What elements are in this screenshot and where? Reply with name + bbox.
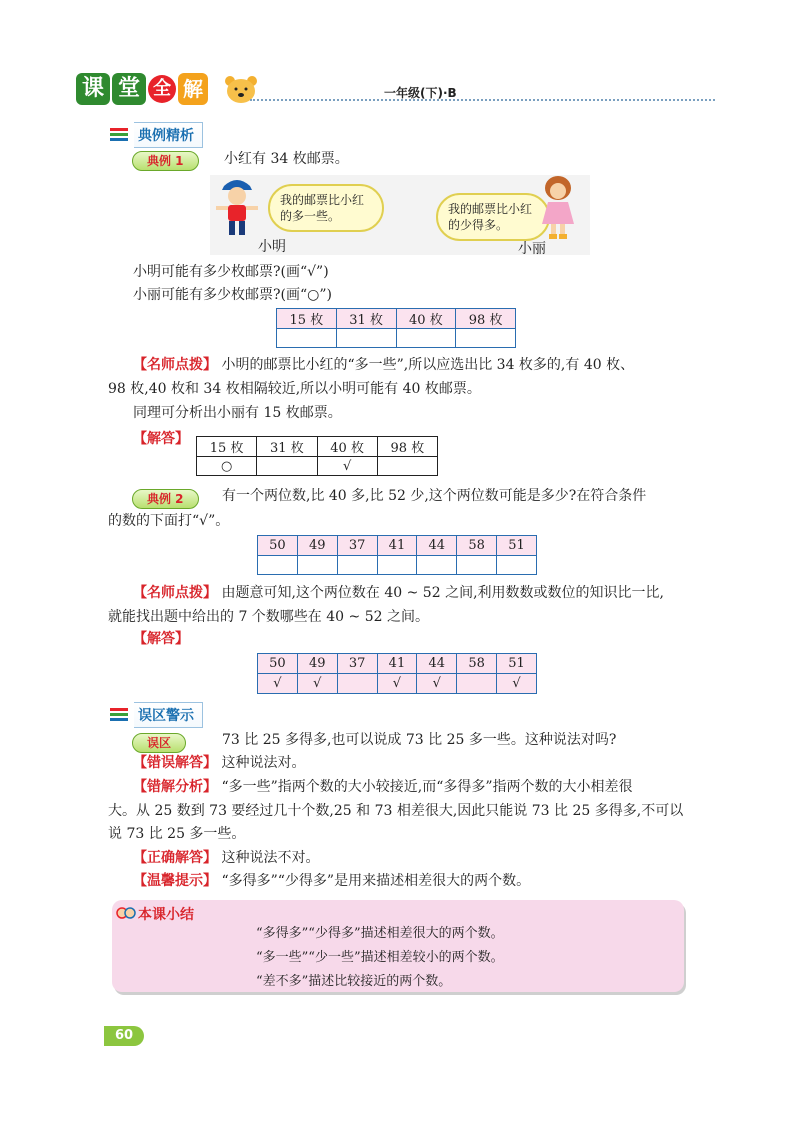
summary-line: “多得多”“少得多”描述相差很大的两个数。 <box>256 926 504 941</box>
option-cell: 98 枚 <box>377 437 437 457</box>
number-cell: 58 <box>457 654 497 674</box>
section-bars-icon <box>110 128 128 142</box>
page-number: 60 <box>104 1026 144 1046</box>
section-examples-header <box>110 122 203 148</box>
logo-char-4: 解 <box>178 73 208 105</box>
answer-cell: √ <box>258 674 298 694</box>
analysis-text: “多一些”指两个数的大小较接近,而“多得多”指两个数的大小相差很 <box>221 779 633 795</box>
number-cell: 58 <box>457 536 497 556</box>
number-cell: 50 <box>258 654 298 674</box>
mark-cell <box>297 556 337 575</box>
hint-text: “多得多”“少得多”是用来描述相差很大的两个数。 <box>221 873 531 889</box>
name-xiaoli: 小丽 <box>518 241 546 257</box>
option-cell: 15 枚 <box>277 309 337 329</box>
wrong-label: 【错误解答】 <box>133 755 217 771</box>
example2-question-line1: 有一个两位数,比 40 多,比 52 少,这个两位数可能是多少?在符合条件 <box>222 488 647 504</box>
tip-text: 由题意可知,这个两位数在 40 ~ 52 之间,利用数数或数位的知识比一比, <box>221 585 664 601</box>
number-cell: 50 <box>258 536 298 556</box>
example2-answer-label: 【解答】 <box>133 631 189 647</box>
bubble-xiaoli: 我的邮票比小红的少得多。 <box>436 193 550 241</box>
header-dotted-line <box>250 99 715 101</box>
answer-cell <box>377 457 437 476</box>
logo-char-1: 课 <box>76 73 110 105</box>
correct-text: 这种说法不对。 <box>221 850 320 866</box>
answer-cell: √ <box>297 674 337 694</box>
number-cell: 49 <box>297 536 337 556</box>
bubble-xiaoming: 我的邮票比小红的多一些。 <box>268 184 384 232</box>
logo-char-3: 全 <box>148 75 176 103</box>
summary-line: “多一些”“少一些”描述相差较小的两个数。 <box>256 950 504 965</box>
example2-answer-table <box>257 653 537 694</box>
number-cell: 51 <box>497 536 537 556</box>
kids-faces-icon <box>116 904 136 922</box>
number-cell: 37 <box>337 654 377 674</box>
logo-char-2: 堂 <box>112 73 146 105</box>
example1-q1: 小明可能有多少枚邮票?(画“√”) <box>133 264 329 280</box>
book-logo <box>76 72 208 106</box>
example1-answer-label: 【解答】 <box>133 431 189 447</box>
analysis-label: 【错解分析】 <box>133 779 217 795</box>
wrong-answer-row <box>133 752 305 774</box>
number-cell: 49 <box>297 654 337 674</box>
example2-tip-line2: 就能找出题中给出的 7 个数哪些在 40 ~ 52 之间。 <box>108 609 429 625</box>
correct-answer-row <box>133 847 319 869</box>
analysis-line3: 说 73 比 25 多一些。 <box>108 826 246 842</box>
answer-cell: √ <box>377 674 417 694</box>
example1-tip-line1 <box>133 354 634 376</box>
summary-line: “差不多”描述比较接近的两个数。 <box>256 974 452 989</box>
mark-cell <box>337 556 377 575</box>
option-cell: 40 枚 <box>317 437 377 457</box>
answer-cell <box>257 457 317 476</box>
correct-label: 【正确解答】 <box>133 850 217 866</box>
number-cell: 44 <box>417 536 457 556</box>
answer-cell: √ <box>317 457 377 476</box>
mark-cell <box>417 556 457 575</box>
lesson-summary-box <box>112 900 684 992</box>
example2-tip-line1 <box>133 582 664 604</box>
number-cell: 41 <box>377 654 417 674</box>
mark-cell <box>258 556 298 575</box>
analysis-row <box>133 776 633 798</box>
option-cell: 98 枚 <box>456 309 516 329</box>
tip-text: 小明的邮票比小红的“多一些”,所以应选出比 34 枚多的,有 40 枚、 <box>221 357 635 373</box>
section-bars-icon <box>110 708 128 722</box>
boy-xiaoming-icon <box>212 176 262 238</box>
example1-q2: 小丽可能有多少枚邮票?(画“○”) <box>133 287 332 303</box>
option-cell: 15 枚 <box>197 437 257 457</box>
example1-answer-table <box>196 436 438 476</box>
section-mistakes-header <box>110 702 203 728</box>
example1-tip-line3: 同理可分析出小丽有 15 枚邮票。 <box>133 405 342 421</box>
hint-label: 【温馨提示】 <box>133 873 217 889</box>
girl-xiaoli-icon <box>538 174 578 242</box>
example2-question-line2: 的数的下面打“√”。 <box>108 513 230 529</box>
answer-cell: √ <box>417 674 457 694</box>
mark-cell <box>497 556 537 575</box>
answer-cell: ○ <box>197 457 257 476</box>
mistake-question: 73 比 25 多得多,也可以说成 73 比 25 多一些。这种说法对吗? <box>222 732 617 748</box>
mark-cell <box>336 329 396 348</box>
answer-cell <box>337 674 377 694</box>
summary-title: 本课小结 <box>138 907 194 923</box>
number-cell: 41 <box>377 536 417 556</box>
section-mistakes-title: 误区警示 <box>134 702 203 728</box>
example1-options-table <box>276 308 516 348</box>
name-xiaoming: 小明 <box>258 239 286 255</box>
example2-tag: 典例 2 <box>132 489 199 509</box>
mistake-tag: 误区 <box>132 733 186 753</box>
answer-cell: √ <box>497 674 537 694</box>
mark-cell <box>277 329 337 348</box>
option-cell: 31 枚 <box>336 309 396 329</box>
option-cell: 31 枚 <box>257 437 317 457</box>
tip-label: 【名师点拨】 <box>133 585 217 601</box>
wrong-text: 这种说法对。 <box>221 755 306 771</box>
number-cell: 37 <box>337 536 377 556</box>
example2-numbers-table <box>257 535 537 575</box>
answer-cell <box>457 674 497 694</box>
tip-label: 【名师点拨】 <box>133 357 217 373</box>
mark-cell <box>457 556 497 575</box>
example1-tip-line2: 98 枚,40 枚和 34 枚相隔较近,所以小明可能有 40 枚邮票。 <box>108 381 481 397</box>
section-examples-title: 典例精析 <box>134 122 203 148</box>
option-cell: 40 枚 <box>396 309 456 329</box>
mark-cell <box>377 556 417 575</box>
example1-tag: 典例 1 <box>132 151 199 171</box>
number-cell: 44 <box>417 654 457 674</box>
hint-row <box>133 870 530 892</box>
mark-cell <box>456 329 516 348</box>
example1-question: 小红有 34 枚邮票。 <box>224 151 349 167</box>
mark-cell <box>396 329 456 348</box>
number-cell: 51 <box>497 654 537 674</box>
analysis-line2: 大。从 25 数到 73 要经过几十个数,25 和 73 相差很大,因此只能说 73 比 25 多得多,不可以 <box>108 803 684 819</box>
grade-label: 一年级(下)·B <box>384 86 457 100</box>
